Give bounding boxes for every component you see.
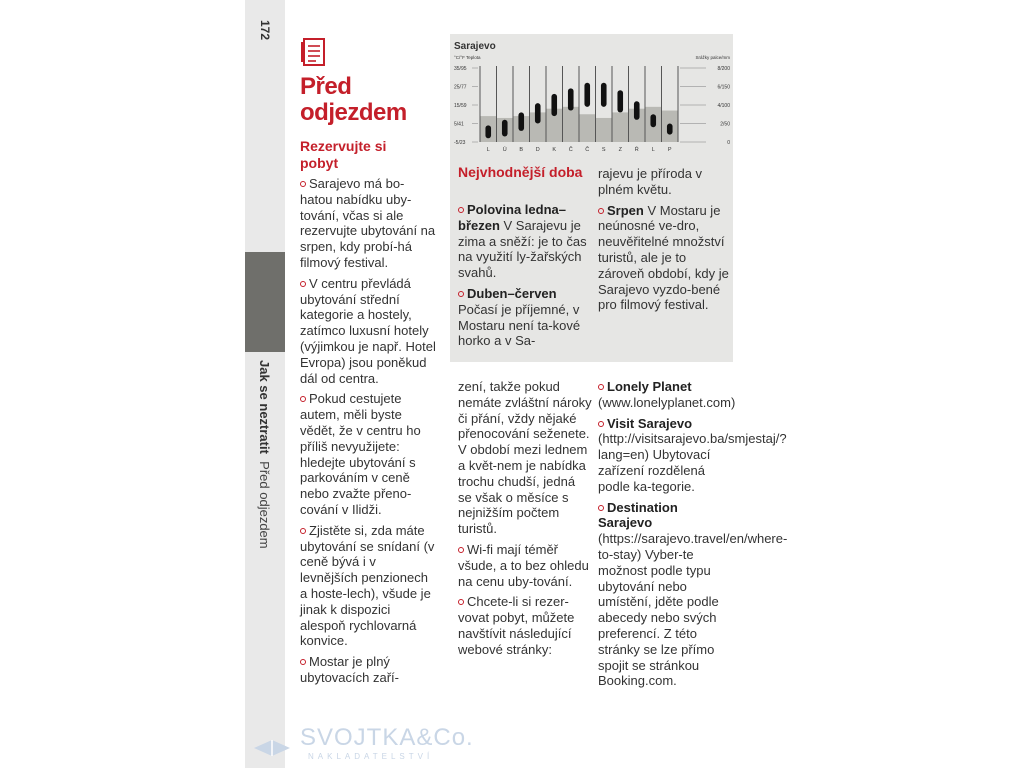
list-item [458, 594, 592, 657]
list-item [300, 276, 436, 387]
bullet-icon [458, 291, 464, 297]
list-item [458, 542, 592, 589]
chart-left-tick: 15/59 [454, 103, 467, 109]
list-item [458, 202, 590, 281]
precipitation-bar [580, 114, 596, 142]
temperature-range-bar [485, 125, 491, 138]
link-label: Visit Sarajevo [607, 415, 693, 431]
temperature-range-bar [584, 83, 590, 107]
list-item-text: Sarajevo má bo-hatou nabídku uby-tování, včas si ale rezervujte ubytování na srpen, kdy probí-há filmový festival. [300, 176, 436, 270]
bullet-icon [598, 208, 604, 214]
link-item [598, 499, 788, 690]
list-item-text: Pokud cestujete autem, měli byste vědět, že v centru ho příliš nevyužijete: hledejte ubytování s parkováním v ceně nebo zvažte přeno-cování v Ilidži. [300, 391, 421, 517]
list-item-text: Zjistěte si, zda máte ubytování se snídaní (v ceně bývá i v levnějších penzionech a hoste-lech), všude je jinak k dispozici alespoň rychlovarná konvice. [300, 522, 435, 649]
list-item-label: Polovina ledna–březen [458, 202, 566, 233]
bullet-icon [300, 181, 306, 187]
chart-month-label: Č [568, 147, 573, 153]
precipitation-bar [596, 118, 612, 142]
temperature-range-bar [551, 94, 557, 116]
paragraph: zení, takže pokud nemáte zvláštní nároky či přání, vždy nějaké přenocování seženete. V období mezi lednem a květ-nem je nabídka trochu chudší, jedná se však o měsíce s nejnižším počtem turistů. [458, 379, 592, 537]
chart-left-tick: 5/41 [454, 121, 464, 128]
temperature-range-bar [634, 101, 640, 120]
section-running-head [257, 360, 272, 549]
box-column-2 [598, 166, 730, 318]
bullet-icon [598, 384, 604, 390]
list-item-label: Duben–červen [467, 285, 557, 301]
chart-month-label: P [667, 147, 672, 153]
temperature-range-bar [568, 88, 574, 110]
bullet-icon [458, 547, 464, 553]
chart-month-label: L [651, 147, 655, 153]
precipitation-bar [613, 112, 629, 142]
list-item [300, 523, 436, 649]
temperature-range-bar [650, 114, 656, 127]
list-item-text: V Sarajevu je zima a sněží: je to čas na využití ly-žařských svahů. [458, 217, 587, 281]
chart-right-tick: 6/150 [717, 84, 730, 91]
chart-right-axis-label: Srážky palce/mm [695, 55, 730, 60]
link-url: (www.lonelyplanet.com) [598, 394, 736, 410]
chart-month-label: Ú [502, 147, 507, 153]
publisher-logo: SVOJTKA&Co. [300, 724, 474, 751]
list-item-text: Chcete-li si rezer-vovat pobyt, můžete navštívit následující webové stránky: [458, 594, 575, 657]
bullet-icon [300, 281, 306, 287]
chart-month-label: Ř [634, 147, 639, 153]
chart-month-label: Z [618, 147, 622, 153]
box-subtitle: Nejvhodnější doba [458, 164, 583, 180]
box-column-1 [458, 202, 590, 354]
link-item [598, 415, 787, 495]
chart-month-label: L [486, 147, 490, 153]
bullet-icon [300, 528, 306, 534]
chart-left-tick: 35/95 [454, 66, 467, 72]
link-item [598, 379, 734, 411]
chart-month-label: S [601, 147, 606, 153]
chart-right-tick: 8/200 [717, 66, 730, 72]
chart-month-label: Č [585, 147, 590, 153]
temperature-range-bar [617, 90, 623, 112]
list-item [598, 203, 730, 314]
chart-month-label: D [535, 147, 540, 153]
link-text: (https://sarajevo.travel/en/where-to-stay) Vyber-te možnost podle typu ubytování nebo umístění, jděte podle abecedy nebo svých preferencí. Z této stránky se lze přímo spojit se stránkou Booking.com. [598, 531, 788, 689]
link-label: Destination Sarajevo [598, 499, 678, 531]
list-item-text: Počasí je příjemné, v Mostaru není ta-kové horko a v Sa- [458, 301, 581, 349]
page-number: 172 [258, 20, 272, 41]
list-item-text: Mostar je plný ubytovacích zaří- [300, 654, 399, 685]
publisher-logo-sub: NAKLADATELSTVÍ [308, 752, 434, 761]
list-item [458, 286, 590, 349]
bullet-icon [300, 396, 306, 402]
chart-left-tick: 25/77 [454, 84, 467, 91]
left-subtitle: Rezervujte si pobyt [300, 138, 387, 171]
temperature-range-bar [667, 124, 673, 135]
section-name: Jak se neztratit [257, 360, 272, 454]
temperature-range-bar [518, 112, 524, 130]
list-item-continuation: rajevu je příroda v plném květu. [598, 166, 703, 197]
link-text: (http://visitsarajevo.ba/smjestaj/?lang=en) Ubytovací zařízení rozdělená podle ka-tegorie. [598, 431, 787, 494]
subsection-name: Před odjezdem [257, 461, 272, 549]
list-item [300, 391, 436, 517]
temperature-range-bar [535, 103, 541, 123]
list-item-text: V Mostaru je neúnosné ve-dro, neuvěřitelné množství turistů, ale je to zároveň období, kdy je Sarajevo vyzdo-bené pro filmový festival. [598, 202, 729, 313]
list-item-label: Srpen [607, 202, 644, 218]
page-title: Před odjezdem [300, 73, 407, 126]
checklist-icon [300, 36, 328, 68]
bullet-icon [598, 421, 604, 427]
chart-month-label: K [552, 147, 557, 153]
temperature-range-bar [502, 120, 508, 137]
link-label: Lonely Planet [607, 379, 692, 394]
chart-left-axis-label: °C/°F Teplota [454, 55, 481, 60]
bullet-icon [598, 505, 604, 511]
list-item-text: Wi-fi mají téměř všude, a to bez ohledu na cenu uby-tování. [458, 541, 589, 589]
bullet-icon [300, 659, 306, 665]
chart-title: Sarajevo [454, 41, 496, 52]
precipitation-bar [563, 107, 579, 142]
sidebar-tab-marker [245, 252, 285, 352]
list-item-text: V centru převládá ubytování střední kategorie a hostely, zatímco luxusní hotely (výjimkou je např. Hotel Evropa) jsou poněkud dál od centra. [300, 275, 436, 386]
chart-right-tick: 0 [727, 140, 730, 146]
list-item [300, 654, 436, 686]
climate-chart [452, 36, 732, 154]
temperature-range-bar [601, 83, 607, 107]
bullet-icon [458, 207, 464, 213]
chart-right-tick: 4/100 [717, 103, 730, 109]
chart-left-tick: -5/23 [454, 140, 466, 146]
bullet-icon [458, 599, 464, 605]
chart-right-tick: 2/50 [720, 121, 730, 128]
right-column [598, 379, 788, 694]
chart-month-label: B [519, 147, 524, 153]
middle-column [458, 379, 592, 663]
left-column [300, 176, 436, 691]
list-item [300, 176, 436, 271]
